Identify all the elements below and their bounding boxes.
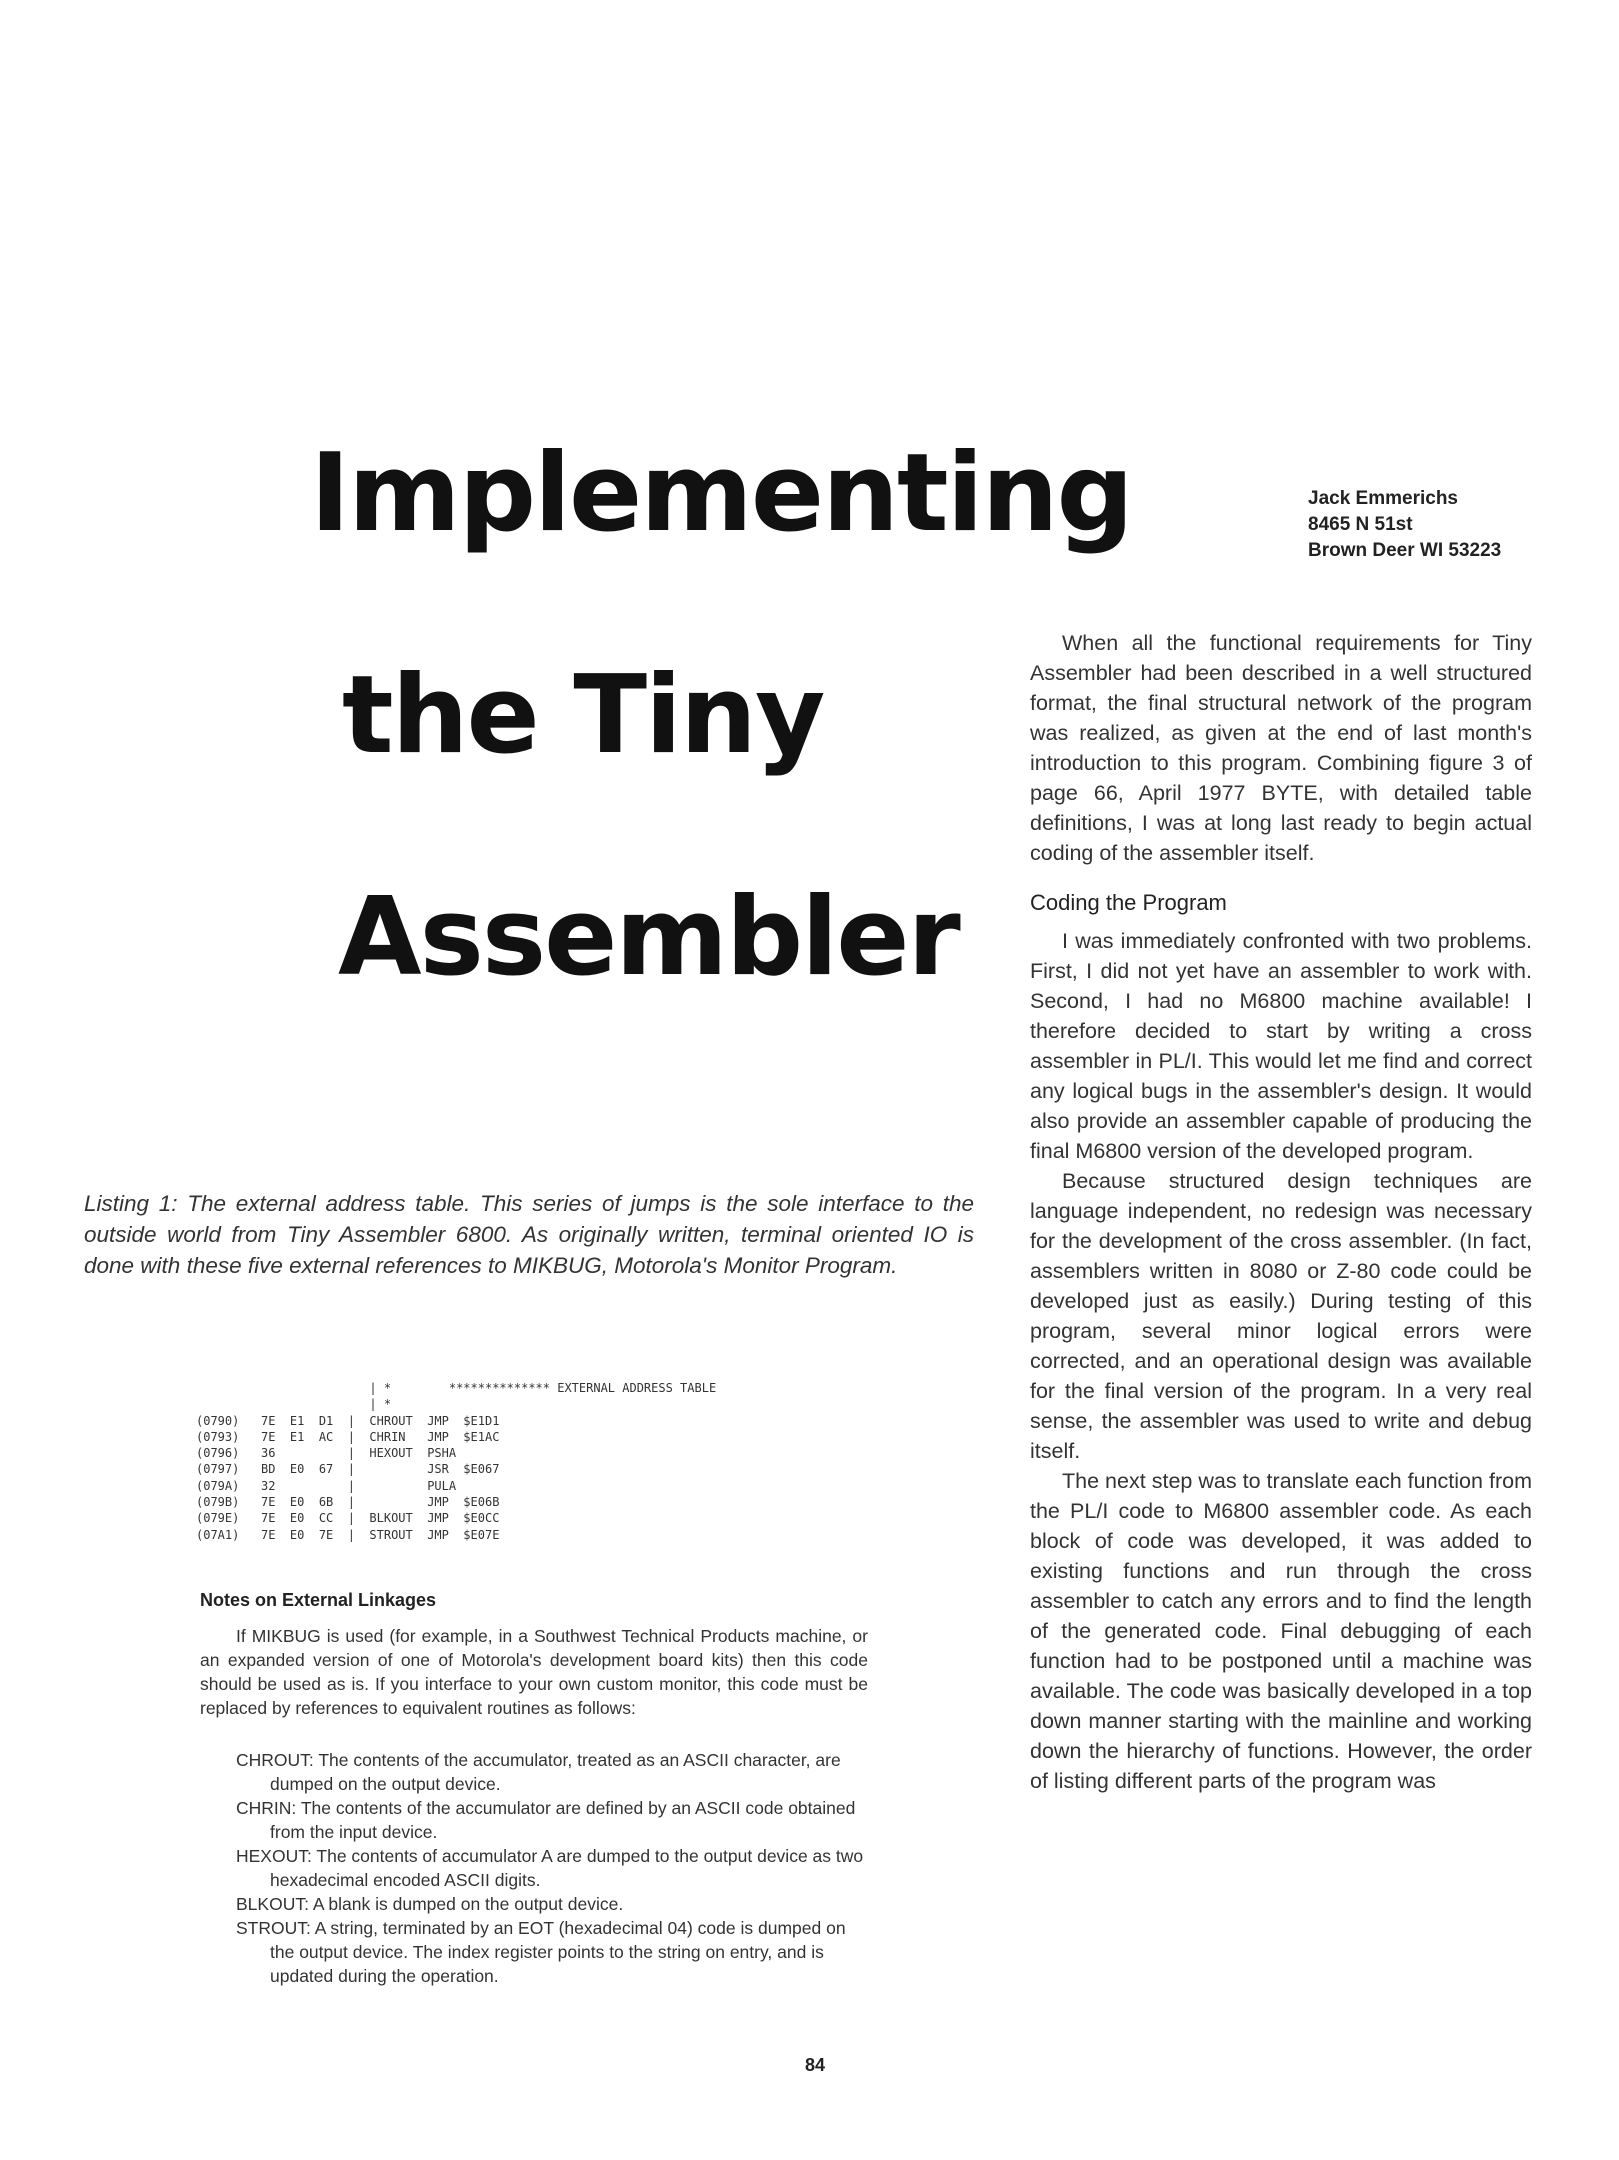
title-line-1: Implementing [310, 431, 1132, 556]
section-heading: Coding the Program [1030, 890, 1227, 915]
definition-chrin: CHRIN: The contents of the accumulator are defined by an ASCII code obtained from the input device. [236, 1798, 856, 1842]
code-line: (079A) 32 | PULA [196, 1478, 457, 1493]
notes-intro: If MIKBUG is used (for example, in a Southwest Technical Products machine, or an expanded version of one of Motorola's development board kits) then this code should be used as is. If you interface to your own custom monitor, this code must be replaced by references to equivalent routines as follows: [200, 1626, 868, 1718]
body-paragraph-1: When all the functional requirements for Tiny Assembler had been described in a well structured format, the final structural network of the program was realized, as given at the end of last month's introduction to this program. Combining figure 3 of page 66, April 1977 BYTE, with detailed table definitions, I was at long last ready to begin actual coding of the assembler itself. [1030, 631, 1532, 865]
code-line: (0790) 7E E1 D1 | CHROUT JMP $E1D1 [196, 1413, 500, 1428]
code-line: (079B) 7E E0 6B | JMP $E06B [196, 1495, 500, 1510]
body-paragraph-2: I was immediately confronted with two problems. First, I did not yet have an assembler to work with. Second, I had no M6800 machine available! I therefore decided to start by writing a cross assembler in PL/I. This would let me find and correct any logical bugs in the assembler's design. It would also provide an assembler capable of producing the final M6800 version of the developed program. [1030, 929, 1532, 1163]
body-paragraph-3: Because structured design techniques are language independent, no redesign was necessary for the development of the cross assembler. (In fact, assemblers written in 8080 or Z-80 code could be developed just as easily.) During testing of this program, several minor logical errors were corrected, and an operational design was available for the final version of the program. In a very real sense, the assembler was used to write and debug itself. [1030, 1169, 1532, 1463]
definition-hexout: HEXOUT: The contents of accumulator A are dumped to the output device as two hexadecimal encoded ASCII digits. [236, 1846, 864, 1890]
code-line: (0793) 7E E1 AC | CHRIN JMP $E1AC [196, 1429, 500, 1444]
notes-heading: Notes on External Linkages [200, 1590, 437, 1610]
listing-caption: Listing 1: The external address table. This series of jumps is the sole interface to the outside world from Tiny Assembler 6800. As originally written, terminal oriented IO is done with these five external references to MIKBUG, Motorola's Monitor Program. [84, 1191, 974, 1278]
page-number: 84 [804, 2055, 826, 2075]
title-line-3: Assembler [338, 875, 959, 1000]
code-line: (0797) BD E0 67 | JSR $E067 [196, 1462, 500, 1477]
code-listing [196, 1380, 916, 1543]
body-column [1030, 628, 1532, 1796]
code-line: | * [196, 1397, 392, 1412]
code-line: (07A1) 7E E0 7E | STROUT JMP $E07E [196, 1527, 500, 1542]
definition-blkout: BLKOUT: A blank is dumped on the output device. [236, 1894, 624, 1914]
author-city: Brown Deer WI 53223 [1308, 540, 1502, 561]
definition-chrout: CHROUT: The contents of the accumulator, treated as an ASCII character, are dumped on the output device. [236, 1750, 841, 1794]
code-line: | * ************** EXTERNAL ADDRESS TABLE [196, 1381, 717, 1395]
code-line: (079E) 7E E0 CC | BLKOUT JMP $E0CC [196, 1511, 500, 1526]
author-street: 8465 N 51st [1308, 514, 1413, 535]
author-block [1308, 486, 1568, 564]
title-line-2: the Tiny [342, 653, 824, 778]
code-line: (0796) 36 | HEXOUT PSHA [196, 1446, 457, 1461]
author-name: Jack Emmerichs [1308, 488, 1458, 509]
definitions-list [236, 1748, 872, 1988]
definition-strout: STROUT: A string, terminated by an EOT (hexadecimal 04) code is dumped on the output device. The index register points to the string on entry, and is updated during the operation. [236, 1918, 846, 1986]
body-paragraph-4: The next step was to translate each function from the PL/I code to M6800 assembler code. As each block of code was developed, it was added to existing functions and run through the cross assembler to catch any errors and to find the length of the generated code. Final debugging of each function had to be postponed until a machine was available. The code was basically developed in a top down manner starting with the mainline and working down the hierarchy of functions. However, the order of listing different parts of the program was [1030, 1469, 1532, 1793]
